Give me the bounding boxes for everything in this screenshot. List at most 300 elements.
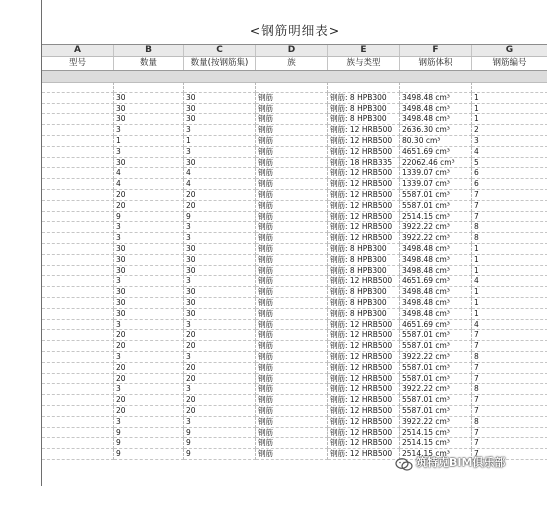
table-cell[interactable]: 80.30 cm³ [400,136,472,147]
header-quantity[interactable]: 数量 [114,57,184,70]
table-cell[interactable]: 1 [472,287,547,298]
table-cell[interactable]: 7 [472,363,547,374]
table-cell[interactable]: 4 [472,320,547,331]
table-cell[interactable]: 30 [114,298,184,309]
header-family[interactable]: 族 [256,57,328,70]
table-row[interactable] [42,395,547,406]
table-cell[interactable]: 9 [184,438,256,449]
header-rebar-volume[interactable]: 钢筋体积 [400,57,472,70]
table-cell[interactable] [42,438,114,449]
table-cell[interactable]: 钢筋 [256,320,328,331]
table-cell[interactable]: 4 [184,179,256,190]
table-cell[interactable]: 7 [472,395,547,406]
table-cell[interactable]: 9 [184,449,256,460]
table-cell[interactable]: 8 [472,233,547,244]
table-cell[interactable]: 钢筋 [256,201,328,212]
table-cell[interactable]: 20 [114,395,184,406]
table-cell[interactable]: 30 [184,298,256,309]
table-cell[interactable]: 钢筋: 12 HRB500 [328,222,400,233]
table-cell[interactable] [42,298,114,309]
table-cell[interactable]: 4651.69 cm³ [400,320,472,331]
table-cell[interactable]: 钢筋 [256,93,328,104]
table-row[interactable] [42,244,547,255]
table-cell[interactable]: 2514.15 cm³ [400,438,472,449]
table-cell[interactable]: 3 [114,222,184,233]
table-cell[interactable]: 2514.15 cm³ [400,428,472,439]
schedule-title: <钢筋明细表> [249,23,341,38]
table-cell[interactable]: 钢筋 [256,406,328,417]
table-cell[interactable]: 钢筋: 8 HPB300 [328,93,400,104]
table-cell[interactable]: 30 [114,93,184,104]
table-cell[interactable]: 3 [184,147,256,158]
table-cell[interactable]: 30 [184,104,256,115]
table-cell[interactable] [42,114,114,125]
table-cell[interactable]: 钢筋 [256,244,328,255]
table-cell[interactable]: 3 [114,352,184,363]
table-cell[interactable]: 钢筋 [256,341,328,352]
column-letter-g[interactable]: G [472,45,547,56]
table-cell[interactable] [42,384,114,395]
table-cell[interactable]: 3 [114,417,184,428]
table-cell[interactable] [42,330,114,341]
table-cell[interactable]: 钢筋: 12 HRB500 [328,212,400,223]
table-cell[interactable]: 5 [472,158,547,169]
table-cell[interactable]: 3922.22 cm³ [400,384,472,395]
table-cell[interactable]: 钢筋: 8 HPB300 [328,309,400,320]
table-cell[interactable]: 3498.48 cm³ [400,266,472,277]
table-cell[interactable] [42,233,114,244]
table-cell[interactable]: 30 [184,244,256,255]
table-cell[interactable]: 3 [184,276,256,287]
table-cell[interactable]: 1339.07 cm³ [400,168,472,179]
table-cell[interactable]: 2514.15 cm³ [400,449,472,460]
table-cell[interactable]: 钢筋: 8 HPB300 [328,104,400,115]
table-cell[interactable]: 20 [114,330,184,341]
table-cell[interactable]: 8 [472,384,547,395]
table-cell[interactable]: 钢筋 [256,352,328,363]
table-cell[interactable]: 30 [184,266,256,277]
table-cell[interactable]: 4651.69 cm³ [400,276,472,287]
table-cell[interactable]: 钢筋 [256,330,328,341]
table-row[interactable] [42,298,547,309]
table-cell[interactable]: 3 [184,384,256,395]
table-cell[interactable]: 30 [114,266,184,277]
table-cell[interactable]: 钢筋: 12 HRB500 [328,330,400,341]
table-cell[interactable]: 30 [184,287,256,298]
table-cell[interactable] [42,352,114,363]
table-cell[interactable] [42,417,114,428]
table-cell[interactable]: 钢筋: 8 HPB300 [328,287,400,298]
table-cell[interactable]: 钢筋 [256,309,328,320]
table-row[interactable] [42,276,547,287]
table-cell[interactable]: 钢筋: 18 HRB335 [328,158,400,169]
table-cell[interactable]: 3498.48 cm³ [400,287,472,298]
table-row[interactable] [42,406,547,417]
table-cell[interactable]: 钢筋: 8 HPB300 [328,244,400,255]
table-cell[interactable]: 1 [472,244,547,255]
column-letter-row [42,45,547,57]
table-cell[interactable]: 9 [114,449,184,460]
table-cell[interactable] [184,82,256,93]
table-cell[interactable]: 5587.01 cm³ [400,363,472,374]
table-cell[interactable]: 20 [114,406,184,417]
table-cell[interactable] [42,104,114,115]
table-cell[interactable]: 3922.22 cm³ [400,222,472,233]
table-cell[interactable]: 8 [472,222,547,233]
table-cell[interactable]: 钢筋 [256,212,328,223]
table-cell[interactable]: 3922.22 cm³ [400,352,472,363]
column-letter-b[interactable]: B [114,45,184,56]
table-cell[interactable]: 1 [472,93,547,104]
table-cell[interactable]: 3 [184,352,256,363]
table-cell[interactable]: 钢筋: 12 HRB500 [328,428,400,439]
table-cell[interactable] [42,125,114,136]
table-row[interactable] [42,363,547,374]
table-cell[interactable]: 7 [472,212,547,223]
table-cell[interactable]: 30 [114,104,184,115]
table-row[interactable] [42,201,547,212]
table-cell[interactable]: 钢筋 [256,449,328,460]
table-cell[interactable]: 3 [184,222,256,233]
table-cell[interactable] [42,82,114,93]
table-cell[interactable] [42,201,114,212]
table-row[interactable] [42,125,547,136]
table-cell[interactable]: 3 [114,384,184,395]
table-cell[interactable]: 钢筋 [256,395,328,406]
table-cell[interactable] [42,363,114,374]
column-letter-e[interactable]: E [328,45,400,56]
table-row[interactable] [42,330,547,341]
table-cell[interactable]: 3498.48 cm³ [400,93,472,104]
table-cell[interactable]: 1 [472,309,547,320]
table-cell[interactable]: 9 [184,428,256,439]
table-cell[interactable]: 钢筋 [256,266,328,277]
table-cell[interactable]: 5587.01 cm³ [400,190,472,201]
table-cell[interactable] [42,212,114,223]
table-cell[interactable]: 20 [184,363,256,374]
table-cell[interactable] [42,158,114,169]
table-cell[interactable]: 30 [184,309,256,320]
table-cell[interactable]: 钢筋 [256,158,328,169]
table-cell[interactable]: 钢筋: 12 HRB500 [328,320,400,331]
table-cell[interactable]: 5587.01 cm³ [400,395,472,406]
table-row[interactable] [42,341,547,352]
table-row[interactable] [42,158,547,169]
table-cell[interactable]: 2636.30 cm³ [400,125,472,136]
table-cell[interactable]: 钢筋 [256,298,328,309]
table-cell[interactable] [42,136,114,147]
table-cell[interactable]: 7 [472,190,547,201]
table-cell[interactable]: 4 [184,168,256,179]
table-cell[interactable]: 20 [184,201,256,212]
table-row[interactable] [42,352,547,363]
table-cell[interactable]: 30 [184,93,256,104]
table-cell[interactable]: 1 [472,255,547,266]
table-cell[interactable] [42,406,114,417]
table-cell[interactable] [42,341,114,352]
table-cell[interactable]: 20 [114,374,184,385]
table-cell[interactable]: 钢筋: 12 HRB500 [328,417,400,428]
table-cell[interactable]: 3 [114,125,184,136]
table-row[interactable] [42,309,547,320]
table-cell[interactable]: 20 [184,374,256,385]
table-row[interactable] [42,104,547,115]
table-cell[interactable]: 1 [472,298,547,309]
table-cell[interactable]: 7 [472,406,547,417]
table-cell[interactable] [114,82,184,93]
table-cell[interactable]: 30 [114,158,184,169]
column-letter-a[interactable]: A [42,45,114,56]
table-cell[interactable]: 20 [114,363,184,374]
table-cell[interactable] [400,82,472,93]
table-cell[interactable]: 3 [184,320,256,331]
table-cell[interactable]: 9 [114,212,184,223]
table-cell[interactable]: 5587.01 cm³ [400,374,472,385]
table-cell[interactable] [42,93,114,104]
table-cell[interactable]: 钢筋 [256,233,328,244]
table-cell[interactable]: 5587.01 cm³ [400,201,472,212]
table-cell[interactable]: 钢筋: 12 HRB500 [328,168,400,179]
table-cell[interactable]: 钢筋 [256,287,328,298]
table-cell[interactable]: 3 [472,136,547,147]
table-cell[interactable]: 20 [114,201,184,212]
table-cell[interactable] [42,428,114,439]
table-cell[interactable]: 钢筋: 12 HRB500 [328,136,400,147]
table-row[interactable] [42,255,547,266]
table-cell[interactable]: 钢筋: 12 HRB500 [328,438,400,449]
table-cell[interactable] [42,266,114,277]
table-row[interactable] [42,114,547,125]
table-cell[interactable]: 4 [114,179,184,190]
table-cell[interactable] [42,244,114,255]
table-cell[interactable]: 3 [114,320,184,331]
table-row[interactable] [42,374,547,385]
column-header-row [42,57,547,71]
table-cell[interactable]: 5587.01 cm³ [400,330,472,341]
table-row[interactable] [42,233,547,244]
table-cell[interactable]: 钢筋: 8 HPB300 [328,266,400,277]
table-cell[interactable] [42,309,114,320]
table-cell[interactable] [42,147,114,158]
table-cell[interactable] [42,287,114,298]
table-cell[interactable]: 钢筋: 12 HRB500 [328,190,400,201]
table-cell[interactable] [42,168,114,179]
table-cell[interactable]: 30 [114,255,184,266]
table-cell[interactable]: 3 [184,233,256,244]
table-row[interactable] [42,168,547,179]
table-cell[interactable]: 2 [472,125,547,136]
table-cell[interactable] [42,449,114,460]
header-rebar-number[interactable]: 钢筋编号 [472,57,547,70]
table-cell[interactable]: 7 [472,374,547,385]
table-cell[interactable]: 钢筋 [256,104,328,115]
table-cell[interactable]: 30 [184,255,256,266]
table-row[interactable] [42,266,547,277]
table-row[interactable] [42,82,547,93]
table-cell[interactable]: 钢筋 [256,168,328,179]
table-cell[interactable]: 30 [114,287,184,298]
table-cell[interactable]: 8 [472,352,547,363]
table-row[interactable] [42,417,547,428]
table-row[interactable] [42,136,547,147]
table-cell[interactable] [42,179,114,190]
table-cell[interactable] [42,374,114,385]
table-cell[interactable]: 1339.07 cm³ [400,179,472,190]
table-cell[interactable]: 3498.48 cm³ [400,298,472,309]
table-cell[interactable]: 钢筋 [256,363,328,374]
table-cell[interactable]: 30 [114,244,184,255]
table-cell[interactable] [256,82,328,93]
table-cell[interactable]: 20 [184,330,256,341]
table-cell[interactable]: 4 [472,276,547,287]
table-cell[interactable]: 7 [472,449,547,460]
table-row[interactable] [42,222,547,233]
table-cell[interactable]: 7 [472,330,547,341]
column-letter-f[interactable]: F [400,45,472,56]
table-cell[interactable]: 钢筋 [256,276,328,287]
watermark-text: 筑特克BIM俱乐部 [416,456,506,469]
table-cell[interactable]: 钢筋: 12 HRB500 [328,201,400,212]
table-cell[interactable]: 钢筋 [256,428,328,439]
table-cell[interactable] [42,190,114,201]
table-cell[interactable]: 钢筋 [256,374,328,385]
table-cell[interactable]: 3 [184,417,256,428]
header-family-and-type[interactable]: 族与类型 [328,57,400,70]
header-quantity-by-set[interactable]: 数量(按钢筋集) [184,57,256,70]
table-cell[interactable]: 1 [472,266,547,277]
table-row[interactable] [42,320,547,331]
table-cell[interactable]: 4651.69 cm³ [400,147,472,158]
table-cell[interactable]: 钢筋: 12 HRB500 [328,341,400,352]
table-row[interactable] [42,287,547,298]
table-cell[interactable]: 钢筋: 12 HRB500 [328,233,400,244]
column-letter-d[interactable]: D [256,45,328,56]
table-cell[interactable]: 钢筋 [256,384,328,395]
table-cell[interactable]: 3498.48 cm³ [400,255,472,266]
table-cell[interactable]: 钢筋: 12 HRB500 [328,276,400,287]
table-cell[interactable]: 3 [184,125,256,136]
table-cell[interactable]: 钢筋 [256,147,328,158]
table-cell[interactable]: 钢筋: 12 HRB500 [328,352,400,363]
table-cell[interactable]: 22062.46 cm³ [400,158,472,169]
table-row[interactable] [42,179,547,190]
table-cell[interactable]: 钢筋: 12 HRB500 [328,147,400,158]
table-cell[interactable]: 3922.22 cm³ [400,417,472,428]
table-cell[interactable]: 钢筋: 12 HRB500 [328,395,400,406]
table-cell[interactable] [42,255,114,266]
table-cell[interactable]: 30 [114,114,184,125]
table-cell[interactable]: 4 [472,147,547,158]
table-cell[interactable]: 7 [472,428,547,439]
table-cell[interactable]: 9 [114,428,184,439]
table-cell[interactable]: 钢筋 [256,125,328,136]
table-cell[interactable]: 5587.01 cm³ [400,341,472,352]
table-cell[interactable]: 钢筋: 12 HRB500 [328,449,400,460]
table-row[interactable] [42,147,547,158]
table-cell[interactable]: 3498.48 cm³ [400,104,472,115]
table-cell[interactable]: 钢筋 [256,222,328,233]
table-cell[interactable]: 20 [114,341,184,352]
table-cell[interactable]: 1 [472,114,547,125]
table-cell[interactable]: 钢筋 [256,438,328,449]
table-cell[interactable]: 6 [472,168,547,179]
table-cell[interactable]: 钢筋: 12 HRB500 [328,374,400,385]
table-cell[interactable]: 钢筋: 8 HPB300 [328,298,400,309]
table-cell[interactable]: 30 [184,158,256,169]
table-cell[interactable]: 7 [472,201,547,212]
table-row[interactable] [42,190,547,201]
table-cell[interactable]: 1 [114,136,184,147]
table-cell[interactable]: 2514.15 cm³ [400,212,472,223]
table-cell[interactable]: 5587.01 cm³ [400,406,472,417]
table-cell[interactable] [42,395,114,406]
table-cell[interactable]: 钢筋 [256,114,328,125]
table-cell[interactable]: 3498.48 cm³ [400,309,472,320]
table-cell[interactable]: 钢筋: 12 HRB500 [328,125,400,136]
table-cell[interactable]: 钢筋 [256,255,328,266]
column-letter-c[interactable]: C [184,45,256,56]
table-cell[interactable]: 20 [184,406,256,417]
table-cell[interactable]: 7 [472,438,547,449]
table-cell[interactable]: 钢筋 [256,136,328,147]
table-cell[interactable]: 30 [184,114,256,125]
table-row[interactable] [42,93,547,104]
table-cell[interactable]: 钢筋: 12 HRB500 [328,406,400,417]
table-row[interactable] [42,428,547,439]
table-cell[interactable] [42,222,114,233]
table-cell[interactable]: 钢筋 [256,190,328,201]
table-cell[interactable]: 4 [114,168,184,179]
table-cell[interactable]: 钢筋: 8 HPB300 [328,114,400,125]
table-cell[interactable]: 9 [184,212,256,223]
schedule-body [42,82,547,460]
table-cell[interactable]: 20 [184,190,256,201]
table-cell[interactable]: 3 [114,233,184,244]
table-cell[interactable] [328,82,400,93]
table-cell[interactable]: 20 [184,341,256,352]
table-cell[interactable] [472,82,547,93]
table-cell[interactable]: 钢筋: 12 HRB500 [328,179,400,190]
table-cell[interactable]: 钢筋: 12 HRB500 [328,384,400,395]
table-row[interactable] [42,384,547,395]
table-cell[interactable]: 20 [184,395,256,406]
table-cell[interactable]: 3498.48 cm³ [400,244,472,255]
table-row[interactable] [42,438,547,449]
table-cell[interactable]: 30 [114,309,184,320]
table-cell[interactable]: 8 [472,417,547,428]
table-cell[interactable]: 3 [114,147,184,158]
table-cell[interactable]: 3 [114,276,184,287]
table-cell[interactable]: 钢筋 [256,417,328,428]
table-cell[interactable]: 6 [472,179,547,190]
table-cell[interactable]: 1 [184,136,256,147]
wechat-icon [395,457,413,470]
table-cell[interactable]: 1 [472,104,547,115]
table-cell[interactable] [42,320,114,331]
table-cell[interactable]: 20 [114,190,184,201]
table-cell[interactable]: 3922.22 cm³ [400,233,472,244]
table-cell[interactable]: 钢筋: 8 HPB300 [328,255,400,266]
table-cell[interactable]: 钢筋 [256,179,328,190]
watermark [395,452,525,474]
table-cell[interactable]: 7 [472,341,547,352]
table-cell[interactable]: 3498.48 cm³ [400,114,472,125]
header-model[interactable]: 型号 [42,57,114,70]
table-row[interactable] [42,212,547,223]
table-cell[interactable]: 钢筋: 12 HRB500 [328,363,400,374]
table-cell[interactable]: 9 [114,438,184,449]
table-cell[interactable] [42,276,114,287]
